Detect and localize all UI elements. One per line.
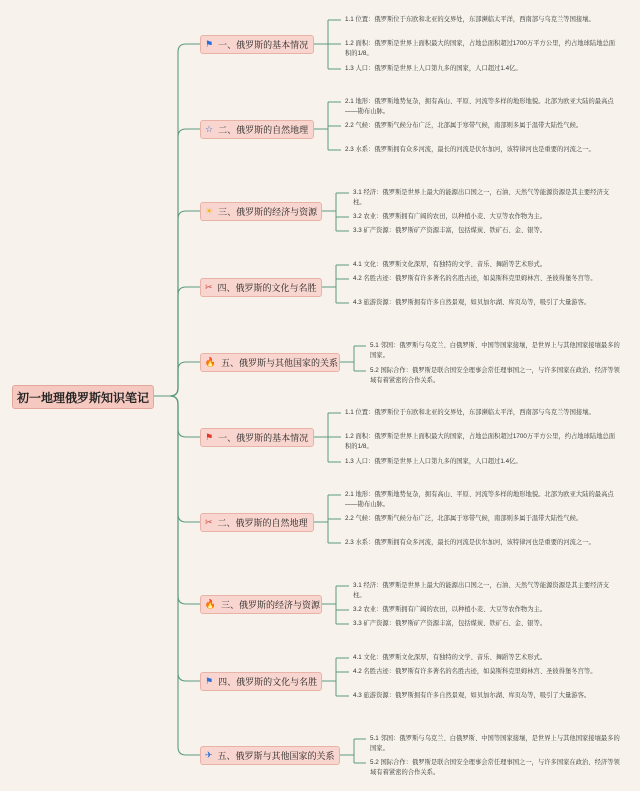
fire-icon: 🔥 xyxy=(204,598,217,609)
fire-icon: 🔥 xyxy=(204,356,217,367)
connector xyxy=(152,287,200,396)
connector xyxy=(152,396,200,681)
leaf-note[interactable]: 3.3 矿产资源：俄罗斯矿产资源丰富，包括煤炭、铁矿石、金、银等。 xyxy=(353,620,547,627)
branch-topic[interactable] xyxy=(200,595,322,614)
leaf-note[interactable]: 1.1 位置：俄罗斯位于东欧和北亚的交界处，东部濒临太平洋，西南部与乌克兰等国接壤。 xyxy=(345,16,595,23)
plane-icon: ✈ xyxy=(205,749,213,760)
leaf-note[interactable]: 2.3 水系：俄罗斯拥有众多河流，最长的河流是伏尔加河，该特律河也是重要的河流之一。 xyxy=(345,146,595,153)
branch-label: 一、俄罗斯的基本情况 xyxy=(218,432,309,443)
connector xyxy=(152,396,200,437)
root-topic[interactable]: 初一地理俄罗斯知识笔记 xyxy=(12,385,154,409)
leaf-note[interactable]: 4.3 旅游资源：俄罗斯拥有许多自然景观，如贝加尔湖、库页岛等，吸引了大量游客。 xyxy=(353,299,591,306)
connector xyxy=(152,362,200,396)
branch-topic[interactable] xyxy=(200,35,314,54)
leaf-note[interactable]: 4.1 文化：俄罗斯文化深厚，有独特的文学、音乐、舞蹈等艺术形式。 xyxy=(353,654,547,661)
branch-label: 二、俄罗斯的自然地理 xyxy=(217,517,308,528)
leaf-note[interactable]: 3.3 矿产资源：俄罗斯矿产资源丰富，包括煤炭、铁矿石、金、银等。 xyxy=(353,227,547,234)
connector xyxy=(152,396,200,604)
leaf-note[interactable]: 3.1 经济：俄罗斯是世界上最大的能源出口国之一，石油、天然气等能源资源是其主要经济支柱。 xyxy=(353,189,610,206)
connector xyxy=(152,396,200,522)
leaf-note[interactable]: 1.1 位置：俄罗斯位于东欧和北亚的交界处，东部濒临太平洋，西南部与乌克兰等国接壤。 xyxy=(345,409,595,416)
leaf-note[interactable]: 4.3 旅游资源：俄罗斯拥有许多自然景观，如贝加尔湖、库页岛等，吸引了大量游客。 xyxy=(353,692,591,699)
leaf-note[interactable]: 2.2 气候：俄罗斯气候分布广泛，北部属于寒带气候，南部则多属于温带大陆性气候。 xyxy=(345,122,583,129)
branch-label: 五、俄罗斯与其他国家的关系 xyxy=(217,750,335,761)
branch-label: 四、俄罗斯的文化与名胜 xyxy=(217,282,317,293)
star-icon: ☆ xyxy=(205,123,214,134)
red-flag-icon: ⚑ xyxy=(205,431,214,442)
leaf-note[interactable]: 5.2 国际合作：俄罗斯是联合国安全理事会常任理事国之一，与许多国家在政治、经济等领域有着紧密的合作关系。 xyxy=(370,759,620,776)
leaf-note[interactable]: 2.3 水系：俄罗斯拥有众多河流，最长的河流是伏尔加河，该特律河也是重要的河流之一。 xyxy=(345,539,595,546)
leaf-note[interactable]: 1.2 面积：俄罗斯是世界上面积最大的国家，占地总面积超过1700万平方公里，约占地球陆地总面积的1/8。 xyxy=(345,433,616,450)
connector xyxy=(152,44,200,396)
leaf-note[interactable]: 1.3 人口：俄罗斯是世界上人口第九多的国家，人口超过1.4亿。 xyxy=(345,458,522,465)
branch-label: 一、俄罗斯的基本情况 xyxy=(218,39,309,50)
leaf-note[interactable]: 1.3 人口：俄罗斯是世界上人口第九多的国家，人口超过1.4亿。 xyxy=(345,65,522,72)
blue-flag-icon: ⚑ xyxy=(205,38,214,49)
leaf-note[interactable]: 2.1 地形：俄罗斯地势复杂，拥有高山、平原、河流等多样的地形地貌。北部为欧亚大陆的最高点——勘布山脉。 xyxy=(345,491,614,508)
leaf-note[interactable]: 5.1 邻国：俄罗斯与乌克兰、白俄罗斯、中国等国家接壤，是世界上与其他国家接壤最多的国家。 xyxy=(370,735,620,752)
branch-label: 五、俄罗斯与其他国家的关系 xyxy=(221,357,339,368)
tools-icon: ✂ xyxy=(205,281,213,292)
branch-topic[interactable] xyxy=(200,202,322,221)
blue-flag-icon: ⚑ xyxy=(205,675,214,686)
leaf-note[interactable]: 3.2 农业：俄罗斯拥有广阔的农田，以种植小麦、大豆等农作物为主。 xyxy=(353,213,547,220)
branch-label: 三、俄罗斯的经济与资源 xyxy=(221,599,321,610)
connector xyxy=(152,396,200,755)
sun-icon: ☀ xyxy=(205,205,214,216)
leaf-note[interactable]: 5.2 国际合作：俄罗斯是联合国安全理事会常任理事国之一，与许多国家在政治、经济等领域有着紧密的合作关系。 xyxy=(370,367,620,384)
branch-label: 三、俄罗斯的经济与资源 xyxy=(218,206,318,217)
leaf-note[interactable]: 1.2 面积：俄罗斯是世界上面积最大的国家，占地总面积超过1700万平方公里，约占地球陆地总面积的1/8。 xyxy=(345,40,616,57)
leaf-note[interactable]: 4.2 名胜古迹：俄罗斯有许多著名的名胜古迹，如莫斯科克里姆林宫、圣彼得堡冬宫等。 xyxy=(353,275,597,282)
leaf-note[interactable]: 2.1 地形：俄罗斯地势复杂，拥有高山、平原、河流等多样的地形地貌。北部为欧亚大陆的最高点——勘布山脉。 xyxy=(345,98,614,115)
branch-topic[interactable] xyxy=(200,353,340,372)
connector xyxy=(152,129,200,396)
leaf-note[interactable]: 2.2 气候：俄罗斯气候分布广泛，北部属于寒带气候，南部则多属于温带大陆性气候。 xyxy=(345,515,583,522)
leaf-note[interactable]: 4.1 文化：俄罗斯文化深厚，有独特的文学、音乐、舞蹈等艺术形式。 xyxy=(353,261,547,268)
leaf-note[interactable]: 5.1 邻国：俄罗斯与乌克兰、白俄罗斯、中国等国家接壤，是世界上与其他国家接壤最多的国家。 xyxy=(370,342,620,359)
branch-label: 四、俄罗斯的文化与名胜 xyxy=(218,676,318,687)
branch-topic[interactable] xyxy=(200,513,314,532)
branch-topic[interactable] xyxy=(200,120,314,139)
connector xyxy=(152,211,200,396)
leaf-note[interactable]: 3.2 农业：俄罗斯拥有广阔的农田，以种植小麦、大豆等农作物为主。 xyxy=(353,606,547,613)
branch-topic[interactable] xyxy=(200,672,322,691)
leaf-note[interactable]: 3.1 经济：俄罗斯是世界上最大的能源出口国之一，石油、天然气等能源资源是其主要经济支柱。 xyxy=(353,582,610,599)
branch-label: 二、俄罗斯的自然地理 xyxy=(218,124,309,135)
branch-topic[interactable] xyxy=(200,746,340,765)
branch-topic[interactable] xyxy=(200,278,322,297)
leaf-note[interactable]: 4.2 名胜古迹：俄罗斯有许多著名的名胜古迹，如莫斯科克里姆林宫、圣彼得堡冬宫等。 xyxy=(353,668,597,675)
tools-icon: ✂ xyxy=(205,516,213,527)
branch-topic[interactable] xyxy=(200,428,314,447)
